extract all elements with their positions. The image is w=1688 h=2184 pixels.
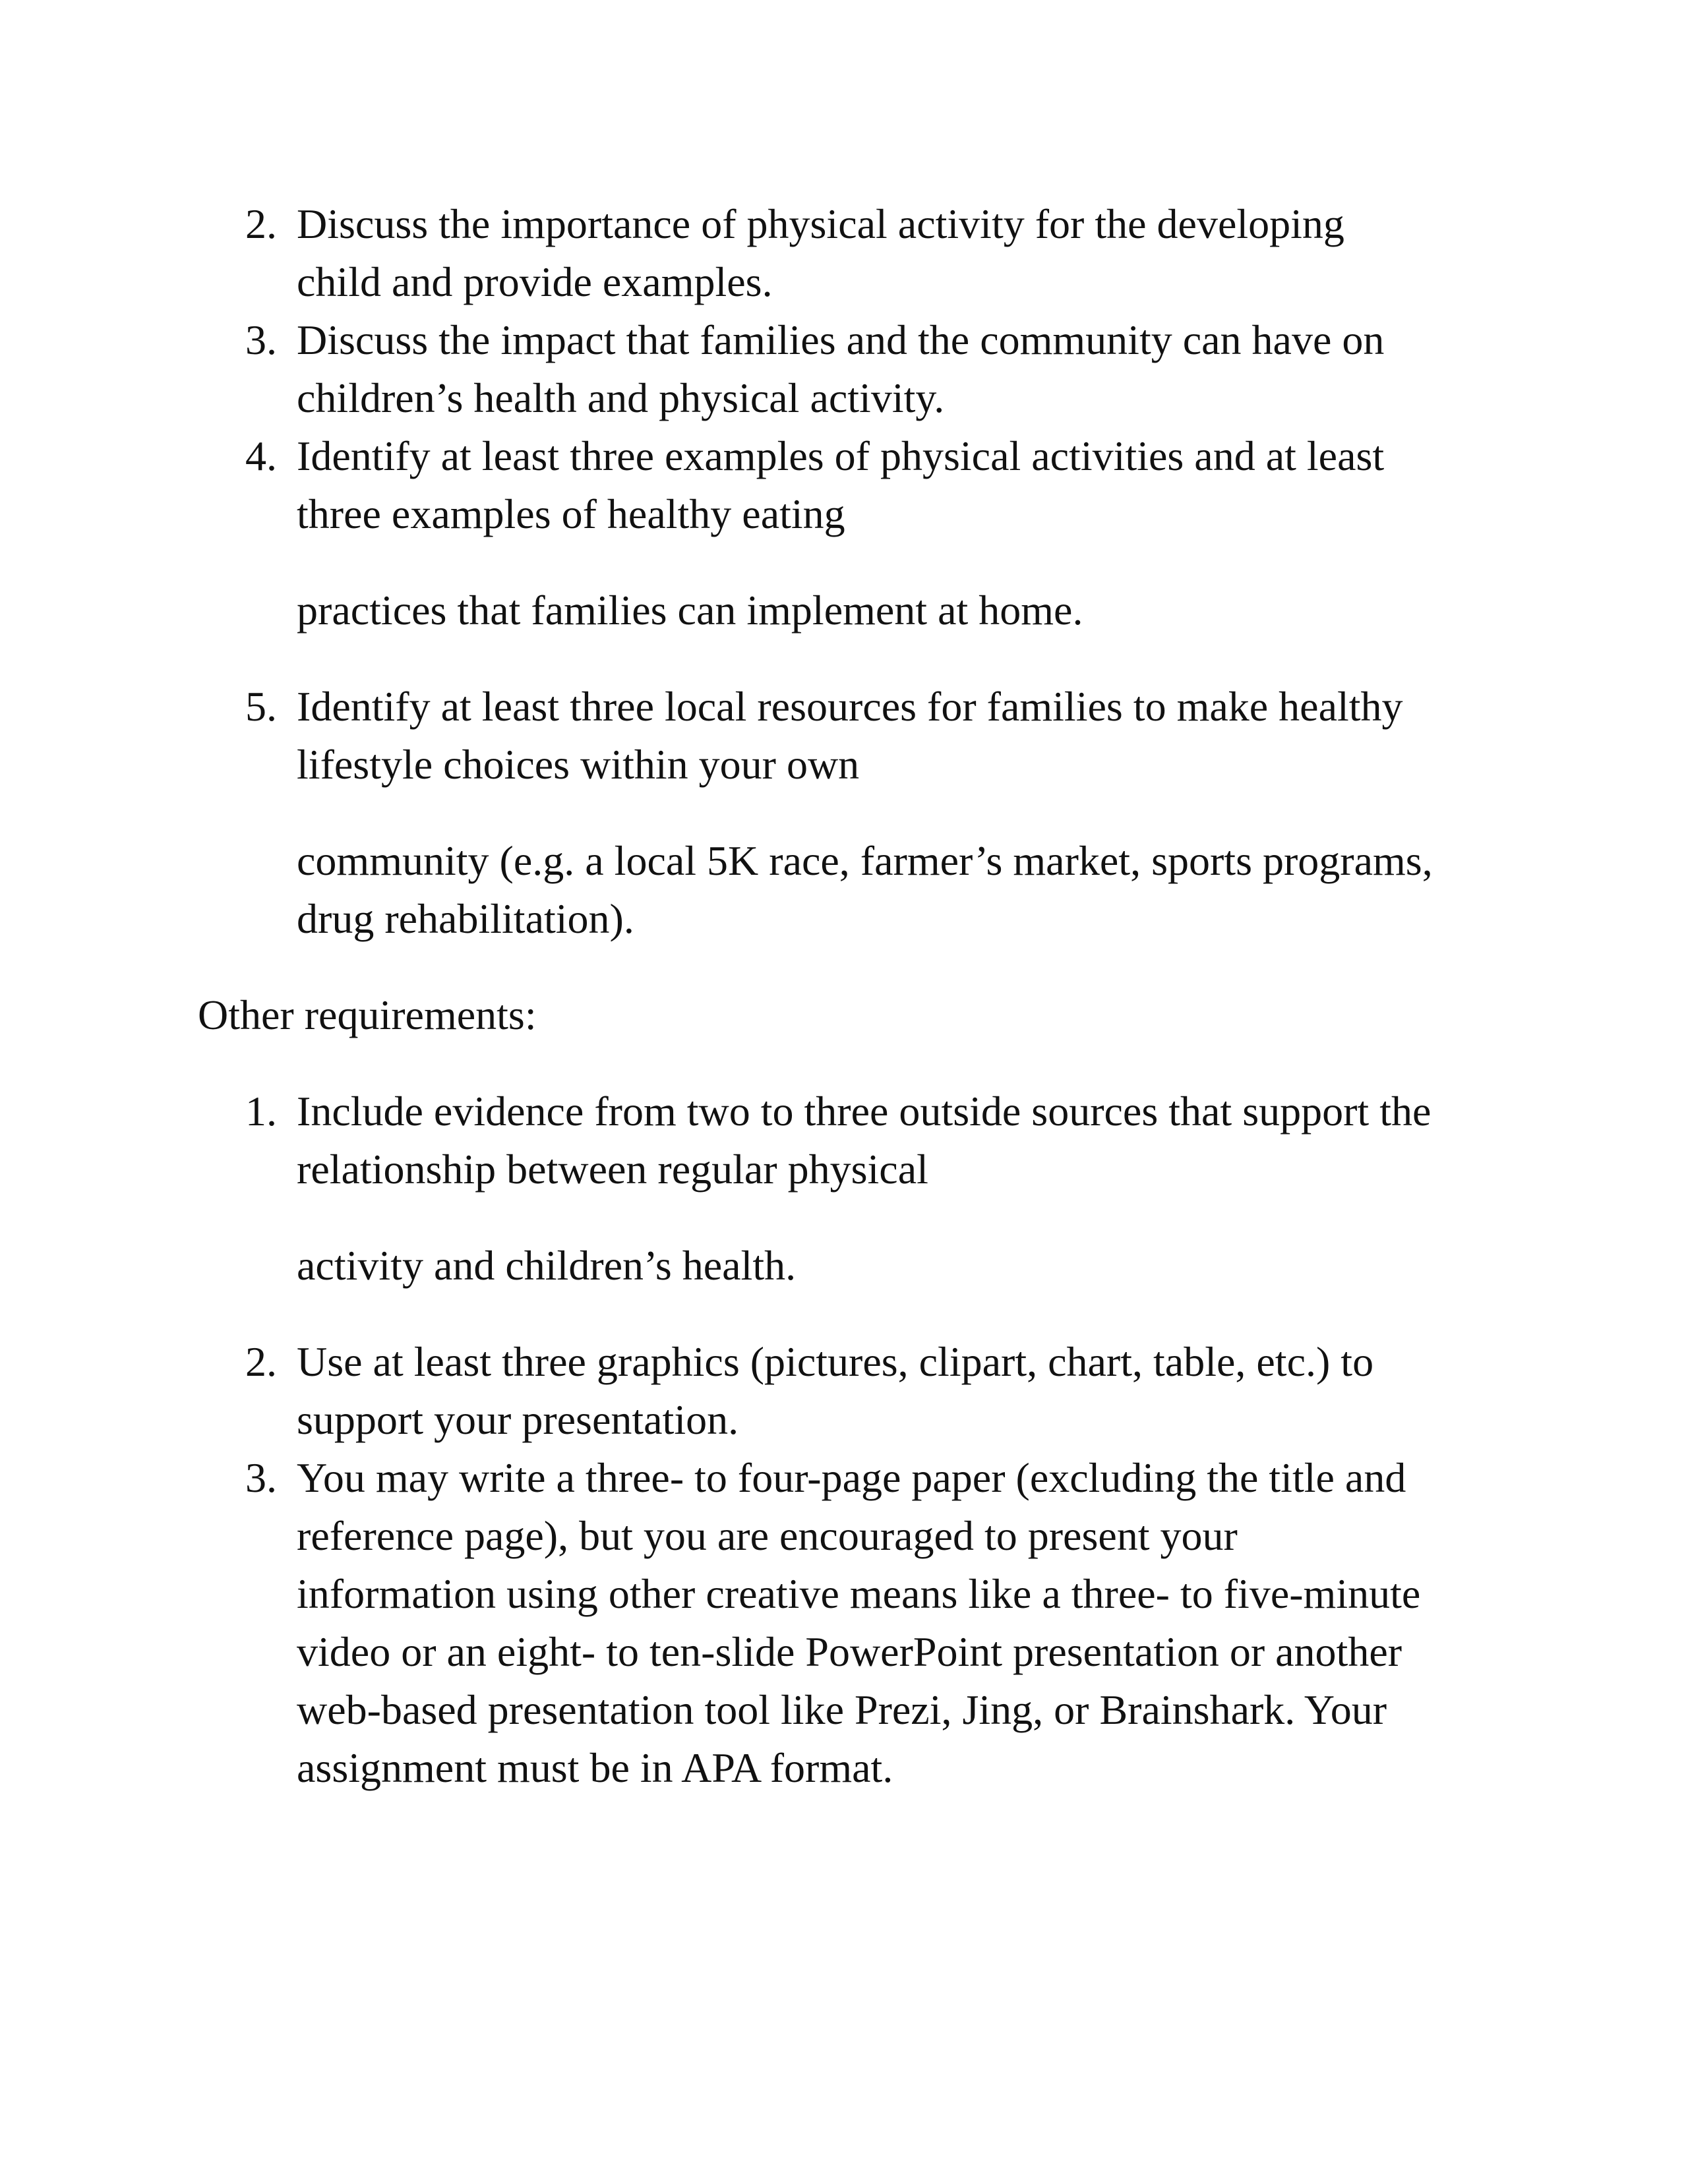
- list-item-text: video or an eight- to ten-slide PowerPoint presentation or another: [297, 1628, 1402, 1675]
- section-heading: Other requirements:: [198, 991, 537, 1038]
- list-item-number: 3.: [245, 316, 277, 363]
- list-item-text: You may write a three- to four-page paper (excluding the title and: [297, 1454, 1406, 1501]
- list-item-continuation: drug rehabilitation).: [297, 895, 634, 942]
- list-item-text: Include evidence from two to three outside sources that support the: [297, 1088, 1432, 1135]
- list-item-number: 5.: [245, 683, 277, 730]
- list-item-text: Discuss the importance of physical activity for the developing: [297, 200, 1344, 247]
- list-item-text: support your presentation.: [297, 1396, 739, 1443]
- list-item-text: reference page), but you are encouraged to present your: [297, 1512, 1238, 1559]
- list-item-text: Identify at least three examples of physical activities and at least: [297, 432, 1385, 479]
- list-item-number: 2.: [245, 200, 277, 247]
- list-item-text: web-based presentation tool like Prezi, Jing, or Brainshark. Your: [297, 1686, 1387, 1733]
- list-item-text: relationship between regular physical: [297, 1146, 928, 1193]
- list-item-text: three examples of healthy eating: [297, 490, 845, 537]
- list-item-text: information using other creative means like a three- to five-minute: [297, 1570, 1421, 1617]
- list-item-text: Identify at least three local resources for families to make healthy: [297, 683, 1403, 730]
- list-item-text: Discuss the impact that families and the community can have on: [297, 316, 1385, 363]
- list-item-number: 3.: [245, 1454, 277, 1501]
- list-item-text: assignment must be in APA format.: [297, 1744, 893, 1791]
- list-item-number: 1.: [245, 1088, 277, 1135]
- list-item-continuation: practices that families can implement at home.: [297, 587, 1083, 634]
- list-item-continuation: activity and children’s health.: [297, 1242, 797, 1289]
- list-item-number: 4.: [245, 432, 277, 479]
- list-item-text: lifestyle choices within your own: [297, 741, 860, 788]
- list-item-continuation: community (e.g. a local 5K race, farmer’s market, sports programs,: [297, 837, 1433, 884]
- list-item-text: Use at least three graphics (pictures, clipart, chart, table, etc.) to: [297, 1338, 1374, 1385]
- list-item-text: child and provide examples.: [297, 258, 773, 305]
- list-item-text: children’s health and physical activity.: [297, 374, 945, 421]
- list-item-number: 2.: [245, 1338, 277, 1385]
